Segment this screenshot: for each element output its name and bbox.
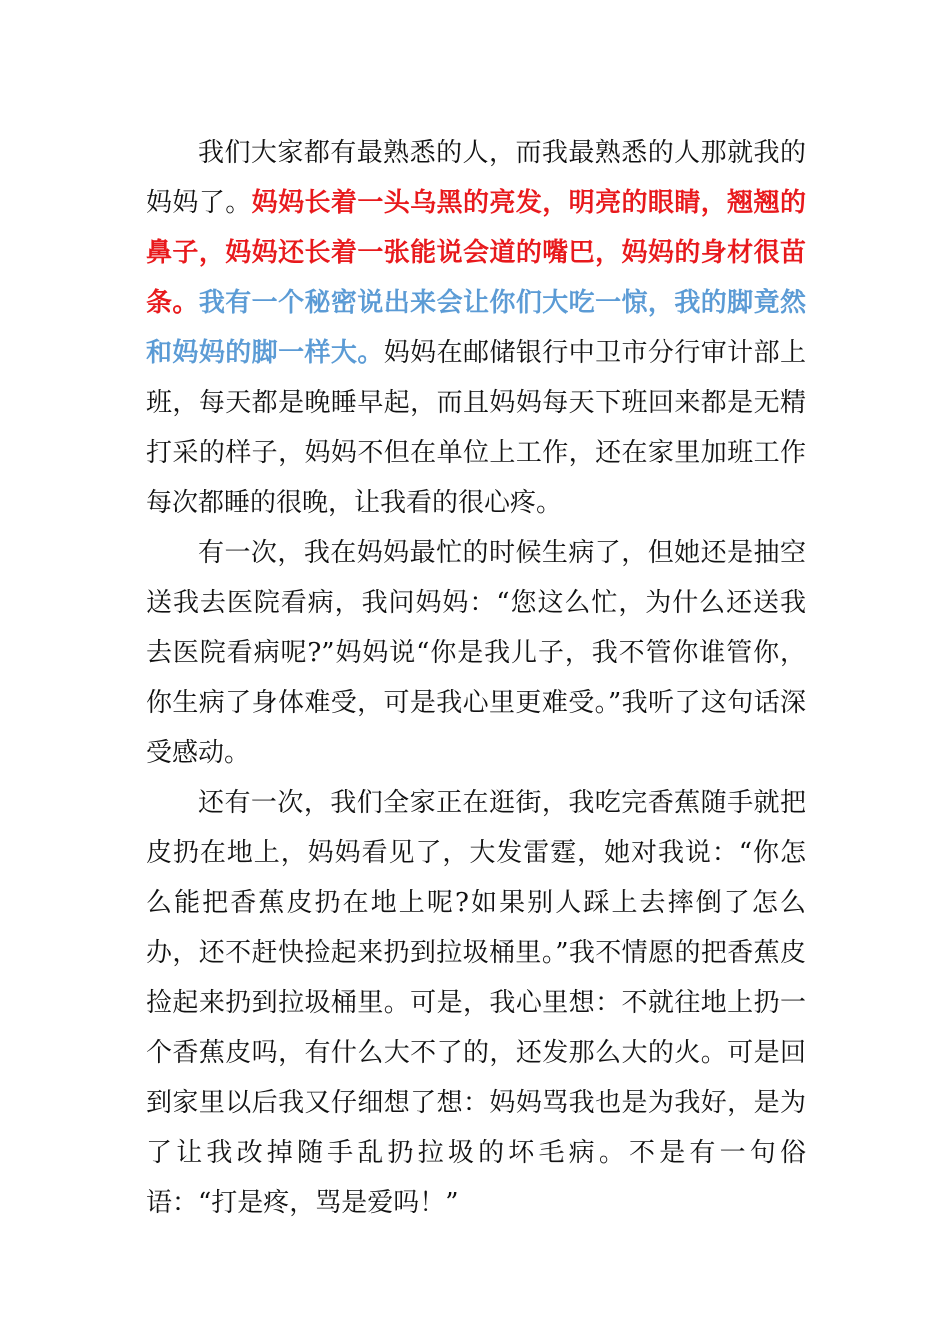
paragraph-2 [146,528,806,778]
paragraph-1-red-highlight: 妈妈长着一头乌黑的亮发，明亮的眼睛，翘翘的鼻子，妈妈还长着一张能说会道的嘴巴，妈妈的身材很苗条。 [146,188,806,318]
paragraph-2-body: 有一次，我在妈妈最忙的时候生病了，但她还是抽空送我去医院看病，我问妈妈：“您这么忙，为什么还送我去医院看病呢?”妈妈说“你是我儿子，我不管你谁管你，你生病了身体难受，可是我心里更难受。”我听了这句话深受感动。 [146,538,806,768]
paragraph-3-body: 还有一次，我们全家正在逛街，我吃完香蕉随手就把皮扔在地上，妈妈看见了，大发雷霆，她对我说：“你怎么能把香蕉皮扔在地上呢?如果别人踩上去摔倒了怎么办，还不赶快捡起来扔到拉圾桶里。”我不情愿的把香蕉皮捡起来扔到拉圾桶里。可是，我心里想：不就往地上扔一个香蕉皮吗，有什么大不了的，还发那么大的火。可是回到家里以后我又仔细想了想：妈妈骂我也是为我好，是为了让我改掉随手乱扔拉圾的坏毛病。不是有一句俗语：“打是疼，骂是爱吗！” [146,788,806,1218]
paragraph-1-body: 妈妈在邮储银行中卫市分行审计部上班，每天都是晚睡早起，而且妈妈每天下班回来都是无精打采的样子，妈妈不但在单位上工作，还在家里加班工作每次都睡的很晚，让我看的很心疼。 [146,338,806,518]
paragraph-1-intro: 我们大家都有最熟悉的人，而我最熟悉的人那就我的妈妈了。 [146,138,806,218]
paragraph-1 [146,128,806,528]
paragraph-3 [146,778,806,1228]
paragraph-1-blue-highlight: 我有一个秘密说出来会让你们大吃一惊，我的脚竟然和妈妈的脚一样大。 [146,288,806,368]
document-page [146,128,806,1228]
